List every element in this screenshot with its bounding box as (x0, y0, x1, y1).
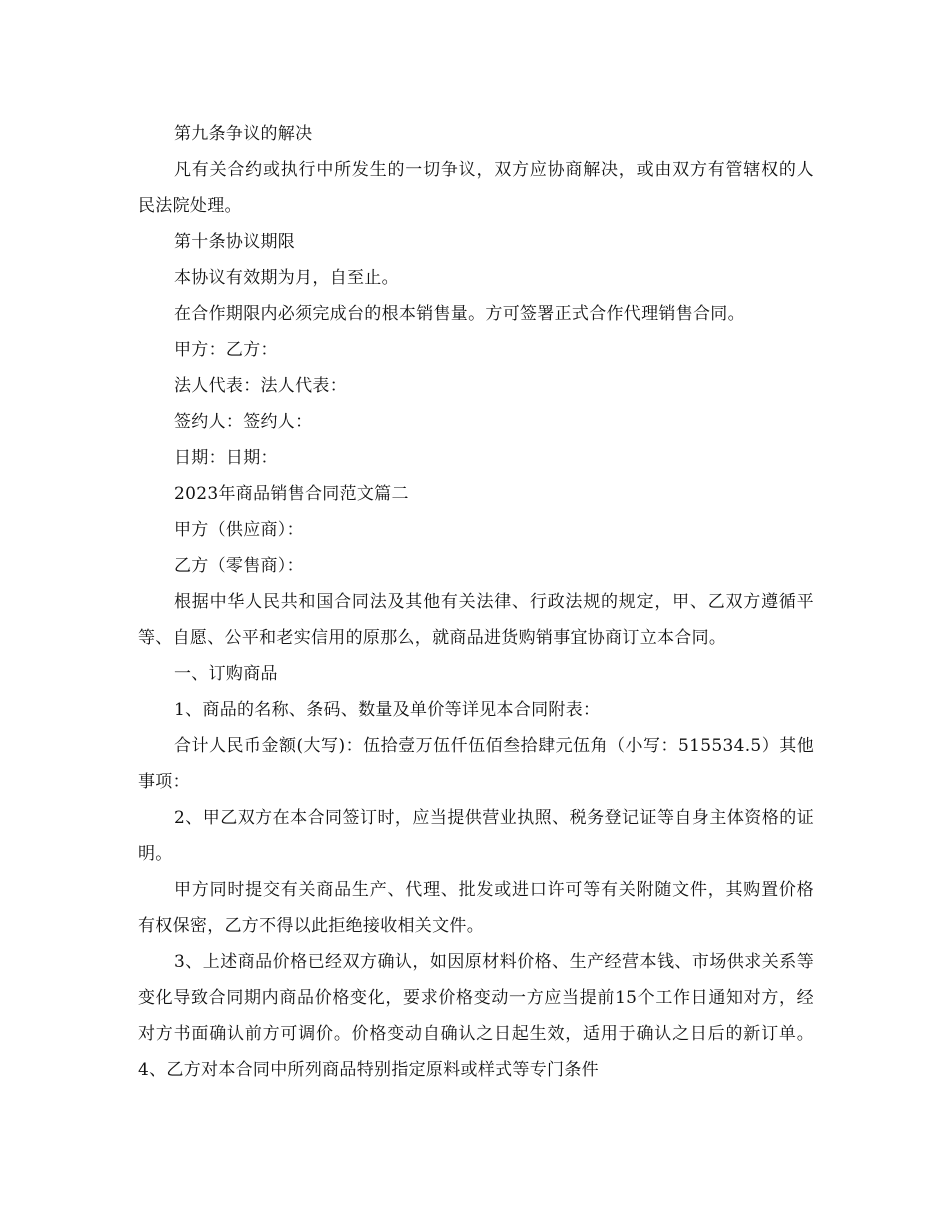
sales-volume-text: 在合作期限内必须完成台的根本销售量。方可签署正式合作代理销售合同。 (174, 304, 745, 324)
legal-rep-signature-line: 法人代表：法人代表： (174, 376, 347, 396)
section-title: 2023年商品销售合同范文篇二 (174, 484, 409, 504)
party-signature-line: 甲方：乙方： (174, 340, 278, 360)
article-9-heading: 第九条争议的解决 (174, 124, 313, 144)
party-b-retailer-line: 乙方（零售商）： (174, 556, 304, 576)
total-amount-text: 合计人民币金额(大写)：伍拾壹万伍仟伍佰叁拾肆元伍角（小写：515534.5）其他事项： (138, 736, 814, 792)
order-goods-heading: 一、订购商品 (174, 664, 278, 684)
validity-period-text: 本协议有效期为月，自至止。 (174, 268, 399, 288)
date-line: 日期：日期： (174, 448, 278, 468)
party-a-supplier-line: 甲方（供应商）： (174, 520, 304, 540)
document-page (138, 116, 814, 1088)
signatory-line: 签约人：签约人： (174, 412, 313, 432)
clause-1-text: 1、商品的名称、条码、数量及单价等详见本合同附表： (174, 700, 601, 720)
contract-preamble: 根据中华人民共和国合同法及其他有关法律、行政法规的规定，甲、乙双方遵循平等、自愿、公平和老实信用的原那么，就商品进货购销事宜协商订立本合同。 (138, 592, 814, 648)
dispute-resolution-text: 凡有关合约或执行中所发生的一切争议，双方应协商解决，或由双方有管辖权的人民法院处理。 (138, 160, 814, 216)
clause-2-text: 2、甲乙双方在本合同签订时，应当提供营业执照、税务登记证等自身主体资格的证明。 (138, 808, 814, 864)
supplier-documents-text: 甲方同时提交有关商品生产、代理、批发或进口许可等有关附随文件，其购置价格有权保密，乙方不得以此拒绝接收相关文件。 (138, 880, 814, 936)
article-10-heading: 第十条协议期限 (174, 232, 296, 252)
clause-3-text: 3、上述商品价格已经双方确认，如因原材料价格、生产经营本钱、市场供求关系等变化导致合同期内商品价格变化，要求价格变动一方应当提前15个工作日通知对方，经对方书面确认前方可调价。价格变动自确认之日起生效，适用于确认之日后的新订单。4、乙方对本合同中所列商品特别指定原料或样式等专门条件 (138, 952, 814, 1080)
